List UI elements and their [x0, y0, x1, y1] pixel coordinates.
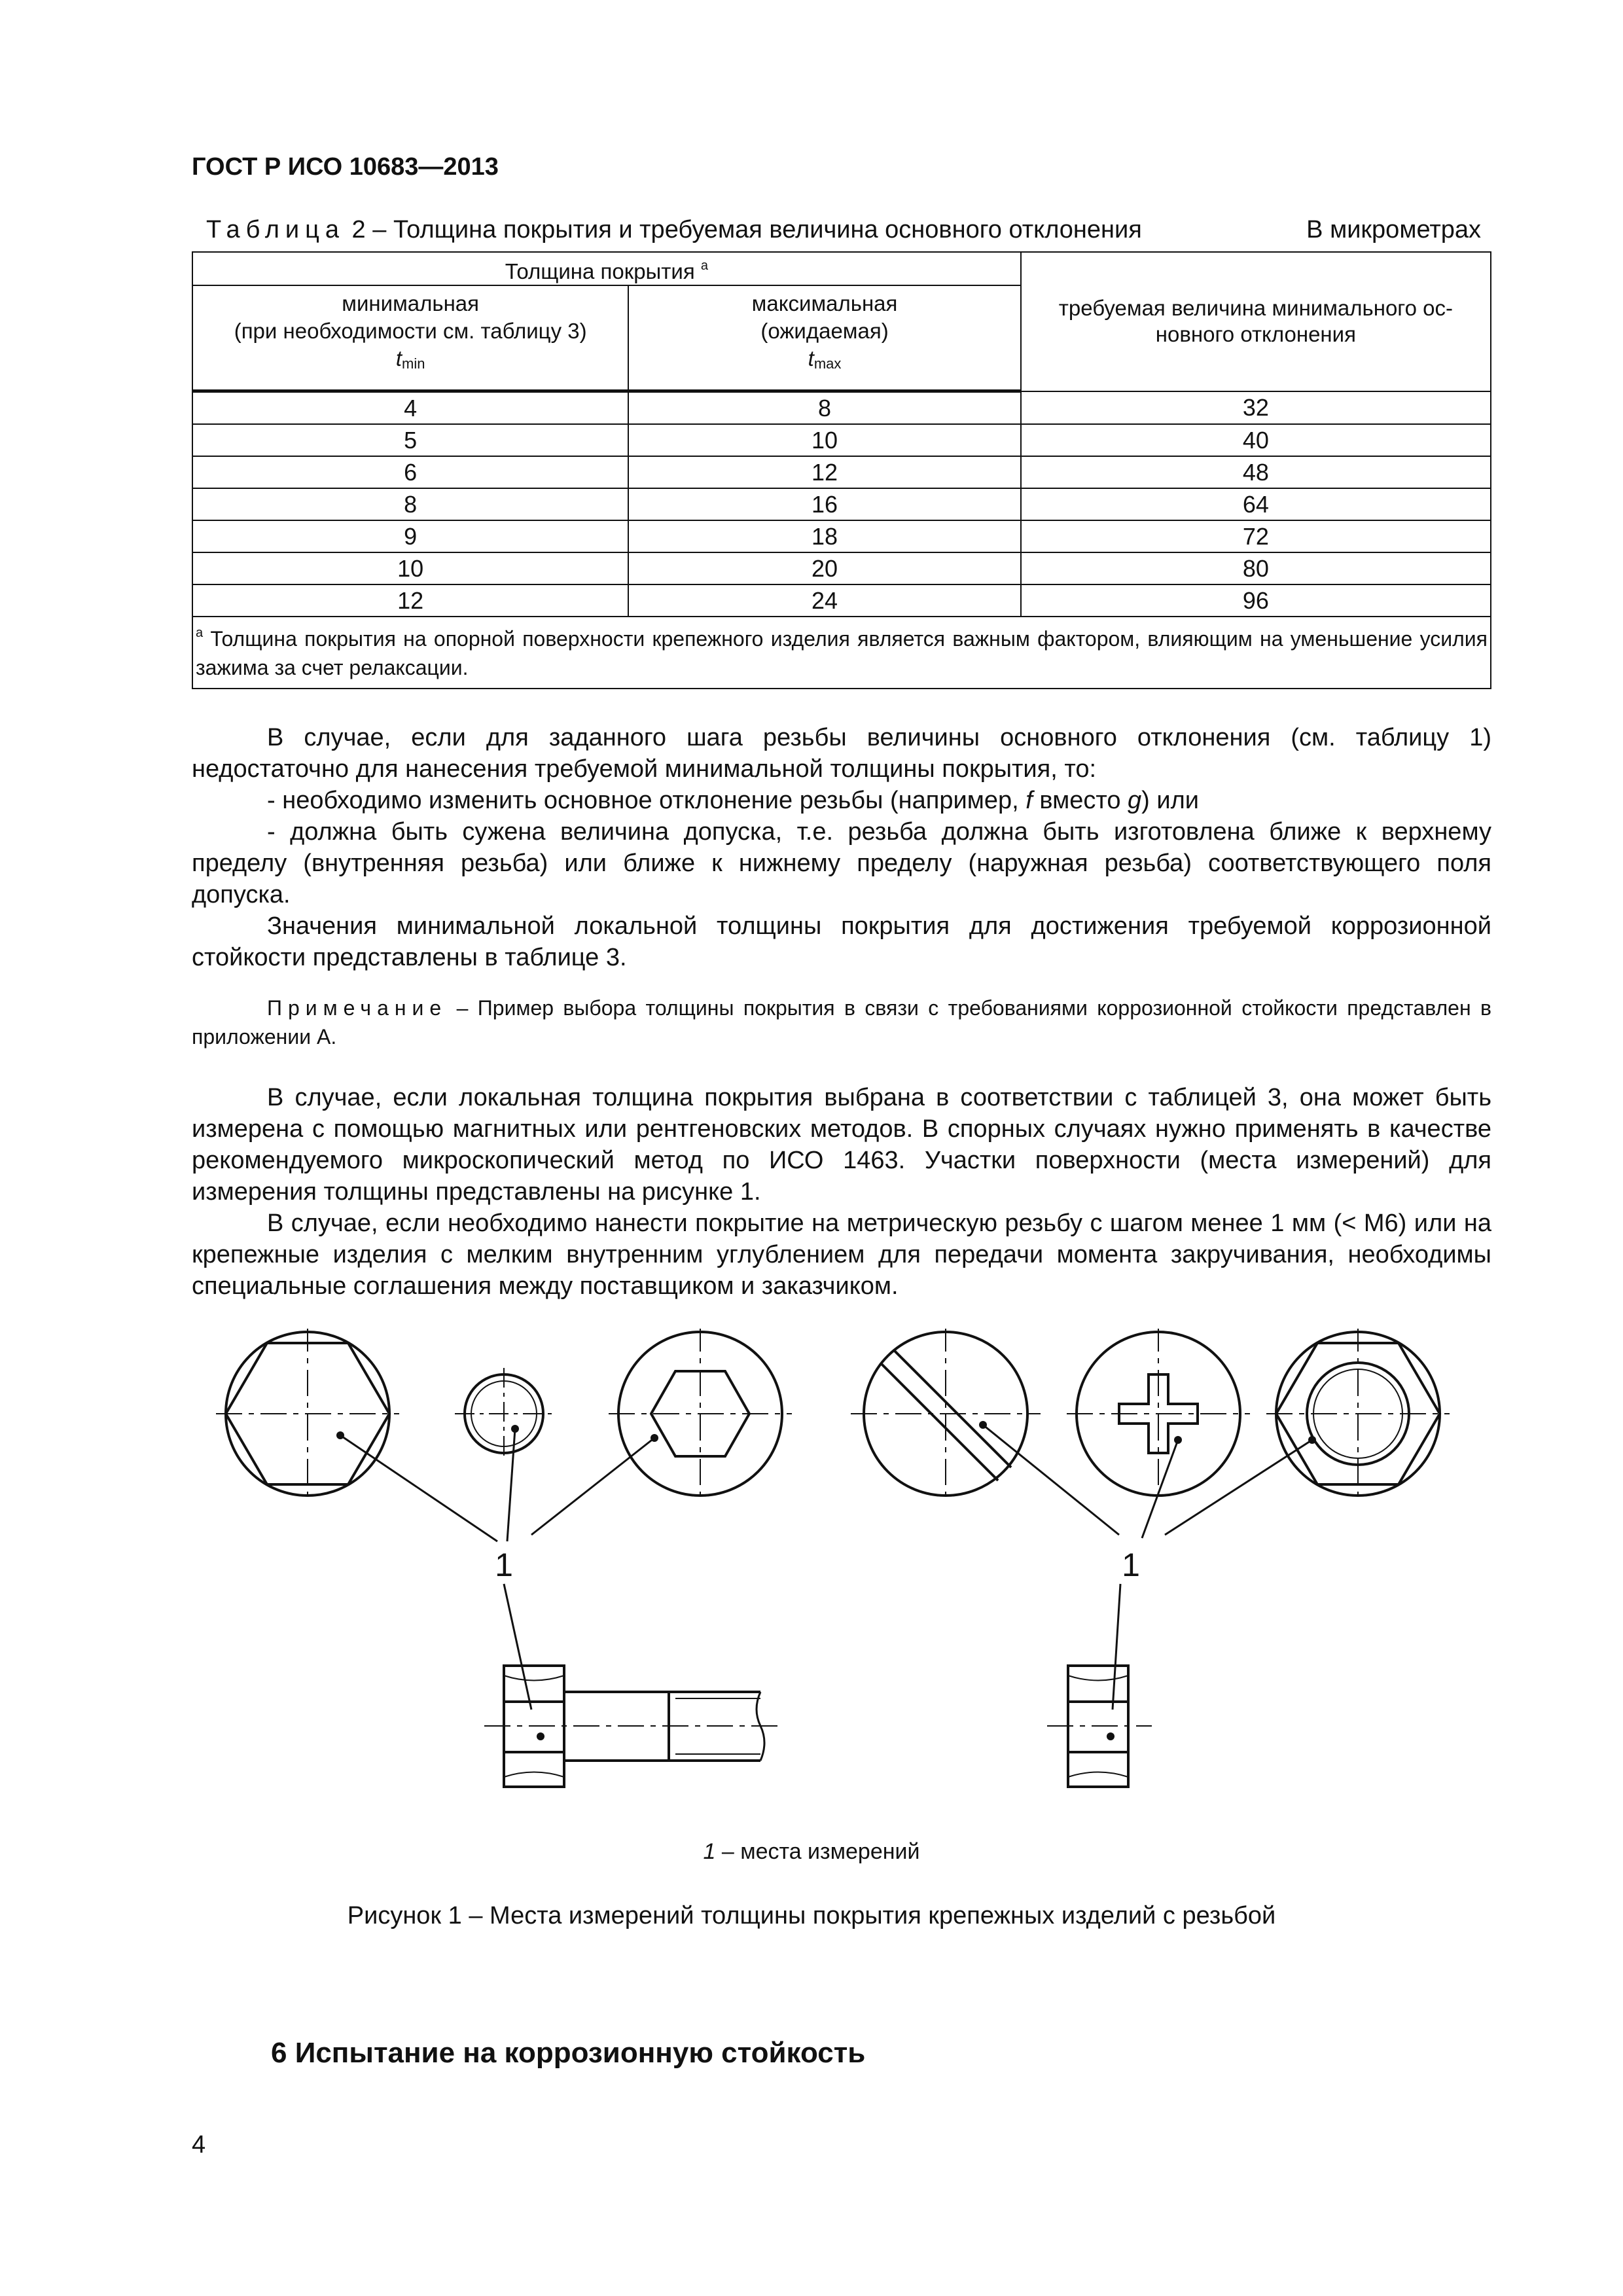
- figure-caption: Рисунок 1 – Места измерений толщины покрытия крепежных изделий с резьбой: [347, 1902, 1276, 1929]
- hex-head-top-view: [216, 1329, 399, 1502]
- table-cell: 18: [628, 520, 1020, 552]
- slotted-head-top-view: [851, 1329, 1041, 1502]
- note: [192, 994, 1491, 1051]
- column-header-required-deviation: [1021, 252, 1491, 391]
- paragraph: В случае, если локальная толщина покрытия выбрана в соответствии с таблицей 3, она может быть измерена с помощью магнитных или рентгеновских методов. В спорных случаях нужно применять в качестве рекомендуемого микроскопический метод по ИСО 1463. Участки поверхности (места измерений) для измерения толщины представлены на рисунке 1.: [192, 1084, 1491, 1206]
- table-cell: 12: [192, 584, 628, 617]
- table-cell: 32: [1021, 391, 1491, 425]
- figure-legend: [0, 1839, 1623, 1865]
- col2-line1: максимальная: [751, 291, 898, 315]
- footnote-mark-2: a: [196, 626, 204, 640]
- legend-text: – места измерений: [715, 1839, 920, 1864]
- column-header-max: [628, 285, 1020, 391]
- table-row: [192, 520, 1491, 552]
- cross-recess-top-view: [1067, 1329, 1250, 1502]
- hex-socket-top-view: [609, 1329, 792, 1502]
- footnote-text: Толщина покрытия на опорной поверхности крепежного изделия является важным фактором, влияющим на уменьшение усилия зажима за счет релаксации.: [196, 627, 1488, 679]
- paragraph-list-item: - должна быть сужена величина допуска, т.е. резьба должна быть изготовлена ближе к верхнему пределу (внутренняя резьба) или ближе к нижнему пределу (наружная резьба) соответствующего поля допуска.: [192, 818, 1491, 908]
- figure-measurement-locations: [0, 1329, 1623, 1813]
- table-cell: 96: [1021, 584, 1491, 617]
- italic-symbol: g: [1128, 787, 1142, 814]
- paragraph-block-1: [192, 722, 1491, 973]
- table-cell: 20: [628, 552, 1020, 584]
- italic-symbol: f: [1026, 787, 1033, 814]
- callout-label-right: 1: [1122, 1547, 1140, 1583]
- paragraph-block-2: [192, 1082, 1491, 1302]
- leader-lines-right: [983, 1425, 1312, 1710]
- section-heading: 6 Испытание на коррозионную стойкость: [271, 2037, 866, 2069]
- table-cell: 9: [192, 520, 628, 552]
- round-head-top-view: [455, 1368, 553, 1460]
- table-caption: [206, 216, 1489, 244]
- table-row: [192, 552, 1491, 584]
- paragraph: Значения минимальной локальной толщины покрытия для достижения требуемой коррозионной стойкости представлены в таблице 3.: [192, 912, 1491, 971]
- paragraph: В случае, если для заданного шага резьбы величины основного отклонения (см. таблицу 1) недостаточно для нанесения требуемой минимальной толщины покрытия, то:: [192, 724, 1491, 783]
- table-cell: 4: [192, 391, 628, 425]
- col2-line2: (ожидаемая): [760, 319, 889, 343]
- table-cell: 8: [192, 488, 628, 520]
- hex-nut-top-view: [1266, 1329, 1450, 1502]
- nut-side-view: [1047, 1666, 1152, 1787]
- table-row: [192, 488, 1491, 520]
- col2-symbol: t: [808, 346, 814, 370]
- table-cell: 40: [1021, 424, 1491, 456]
- col3-line1: требуемая величина минимального ос-: [1058, 296, 1453, 321]
- col1-subscript: min: [402, 355, 425, 372]
- table-footnote: [192, 617, 1491, 689]
- table-cell: 6: [192, 456, 628, 488]
- document-header: ГОСТ Р ИСО 10683—2013: [192, 153, 499, 181]
- table-units: В микрометрах: [1306, 216, 1481, 243]
- table-cell: 16: [628, 488, 1020, 520]
- page-number: 4: [192, 2131, 206, 2159]
- table-row: [192, 391, 1491, 425]
- table-row: [192, 424, 1491, 456]
- group-header: Толщина покрытия: [505, 259, 695, 283]
- col1-line2: (при необходимости см. таблицу 3): [234, 319, 587, 343]
- note-label: Примечание: [267, 996, 448, 1020]
- table-cell: 10: [628, 424, 1020, 456]
- table-row: [192, 456, 1491, 488]
- paragraph: В случае, если необходимо нанести покрытие на метрическую резьбу с шагом менее 1 мм (< М6) или на крепежные изделия с мелким внутренним углублением для передачи момента закручивания, необходимы специальные соглашения между поставщиком и заказчиком.: [192, 1210, 1491, 1300]
- table-cell: 24: [628, 584, 1020, 617]
- col3-line2: новного отклонения: [1155, 322, 1356, 347]
- table-cell: 10: [192, 552, 628, 584]
- table-cell: 80: [1021, 552, 1491, 584]
- note-text: – Пример выбора толщины покрытия в связи с требованиями коррозионной стойкости представлен в приложении А.: [192, 996, 1491, 1049]
- paragraph-list-item: - необходимо изменить основное отклонение резьбы (например, f вместо g) или: [267, 787, 1200, 814]
- callout-label-left: 1: [495, 1547, 513, 1583]
- col2-subscript: max: [813, 355, 842, 372]
- table-caption-word: Таблица: [206, 216, 345, 243]
- table-body: [192, 391, 1491, 617]
- group-header-cell: [192, 252, 1021, 285]
- table-cell: 72: [1021, 520, 1491, 552]
- legend-number: 1: [703, 1839, 716, 1864]
- table-cell: 64: [1021, 488, 1491, 520]
- table-cell: 8: [628, 391, 1020, 425]
- col1-line1: минимальная: [342, 291, 480, 315]
- bolt-side-view: [484, 1666, 782, 1787]
- table-cell: 5: [192, 424, 628, 456]
- col1-symbol: t: [395, 346, 402, 370]
- column-header-min: [192, 285, 628, 391]
- coating-thickness-table: [192, 251, 1491, 689]
- table-cell: 12: [628, 456, 1020, 488]
- footnote-mark: a: [700, 259, 708, 273]
- measurement-points: [336, 1421, 1316, 1740]
- table-caption-title: 2 – Толщина покрытия и требуемая величина основного отклонения: [345, 216, 1142, 243]
- table-cell: 48: [1021, 456, 1491, 488]
- table-row: [192, 584, 1491, 617]
